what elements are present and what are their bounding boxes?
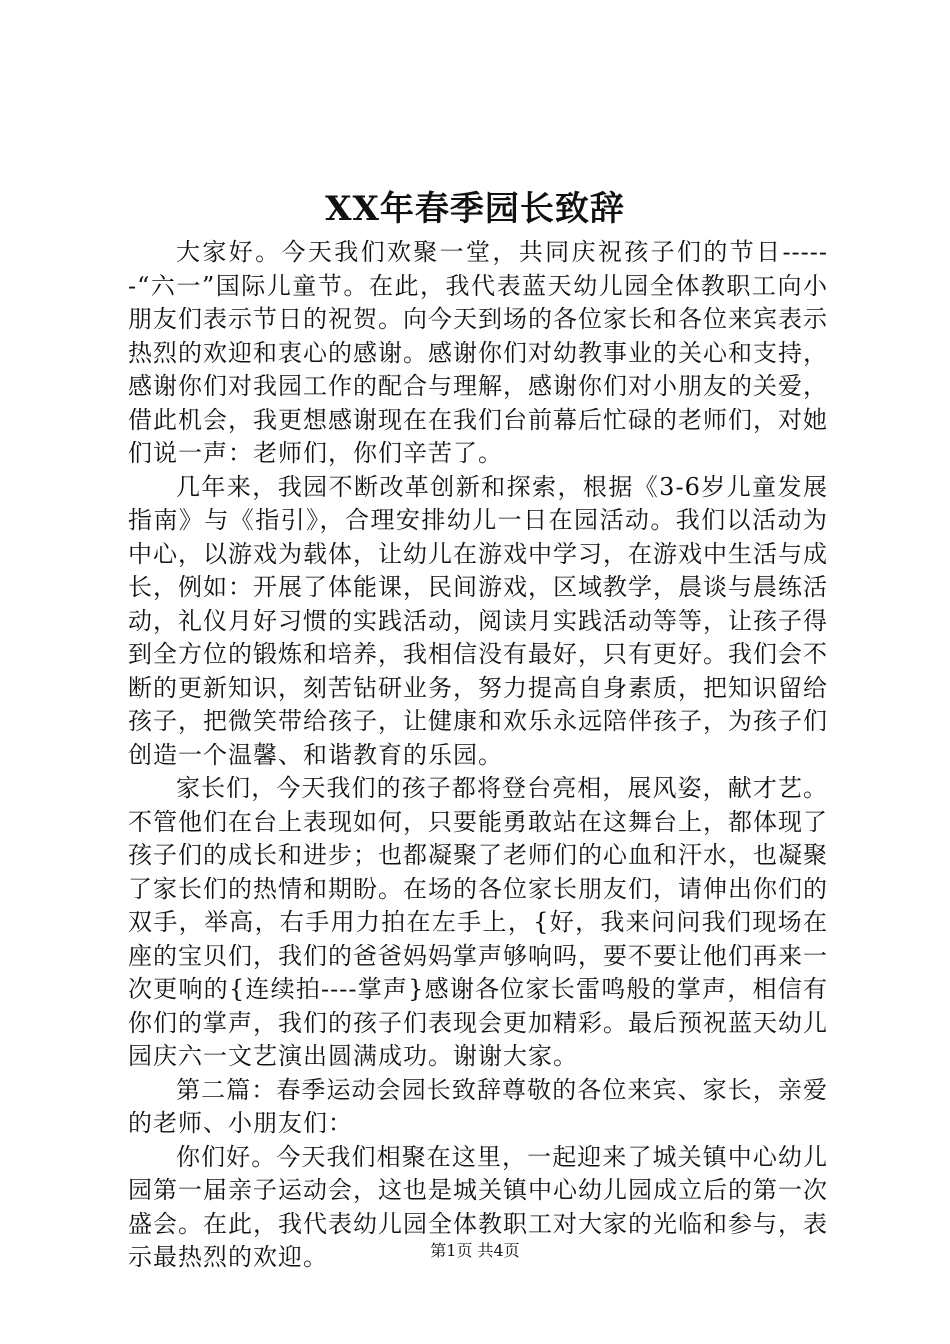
- document-title: XX年春季园长致辞: [325, 189, 625, 229]
- paragraph-parents: 家长们，今天我们的孩子都将登台亮相，展风姿，献才艺。不管他们在台上表现如何，只要能勇敢站在这舞台上，都体现了孩子们的成长和进步；也都凝聚了老师们的心血和汗水，也凝聚了家长们的热情和期盼。在场的各位家长朋友们，请伸出你们的双手，举高，右手用力拍在左手上，{好，我来问问我们现场在座的宝贝们，我们的爸爸妈妈掌声够响吗，要不要让他们再来一次更响的{连续拍----掌声}感谢各位家长雷鸣般的掌声，相信有你们的掌声，我们的孩子们表现会更加精彩。最后预祝蓝天幼儿园庆六一文艺演出圆满成功。谢谢大家。: [128, 774, 828, 1070]
- paragraph-greeting: 大家好。今天我们欢聚一堂，共同庆祝孩子们的节日------“六一”国际儿童节。在此，我代表蓝天幼儿园全体教职工向小朋友们表示节日的祝贺。向今天到场的各位家长和各位来宾表示热烈的欢迎和衷心的感谢。感谢你们对幼教事业的关心和支持，感谢你们对我园工作的配合与理解，感谢你们对小朋友的关爱，借此机会，我更想感谢现在在我们台前幕后忙碌的老师们，对她们说一声：老师们，你们辛苦了。: [128, 238, 828, 467]
- page-number-footer: 第1页 共4页: [430, 1241, 520, 1260]
- paragraph-development: 几年来，我园不断改革创新和探索，根据《3-6岁儿童发展指南》与《指引》，合理安排幼儿一日在园活动。我们以活动为中心，以游戏为载体，让幼儿在游戏中学习，在游戏中生活与成长，例如：开展了体能课，民间游戏，区域教学，晨谈与晨练活动，礼仪月好习惯的实践活动，阅读月实践活动等等，让孩子得到全方位的锻炼和培养，我相信没有最好，只有更好。我们会不断的更新知识，刻苦钻研业务，努力提高自身素质，把知识留给孩子，把微笑带给孩子，让健康和欢乐永远陪伴孩子，为孩子们创造一个温馨、和谐教育的乐园。: [128, 472, 828, 769]
- paragraph-second-heading: 第二篇：春季运动会园长致辞尊敬的各位来宾、家长，亲爱的老师、小朋友们：: [128, 1075, 828, 1137]
- document-body: [128, 236, 828, 1275]
- paragraph-sports-meet: 你们好。今天我们相聚在这里，一起迎来了城关镇中心幼儿园第一届亲子运动会，这也是城关镇中心幼儿园成立后的第一次盛会。在此，我代表幼儿园全体教职工对大家的光临和参与，表示最热烈的欢迎。: [128, 1142, 828, 1271]
